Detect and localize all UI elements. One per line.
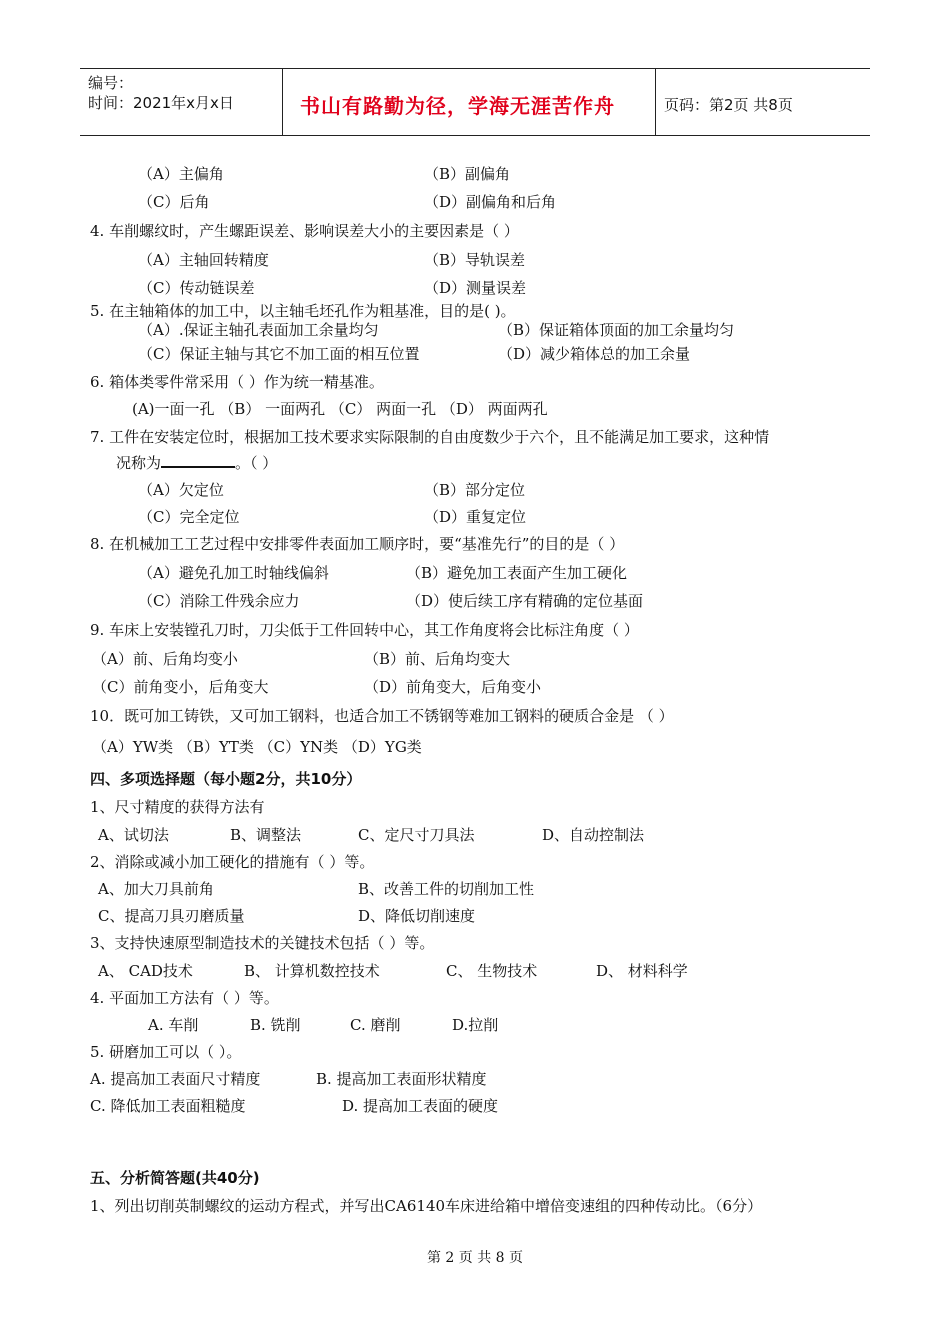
serial-label: 编号：	[88, 74, 134, 92]
s4-q1-option-d: D、自动控制法	[542, 826, 645, 844]
q7-stem: 7. 工件在安装定位时，根据加工技术要求实际限制的自由度数少于六个，且不能满足加工要求，这种情	[90, 428, 770, 446]
s5-q1-stem: 1、列出切削英制螺纹的运动方程式，并写出CA6140车床进给箱中增倍变速组的四种传动比。（6分）	[90, 1197, 763, 1215]
q3-option-d: （D）副偏角和后角	[424, 193, 557, 211]
s4-q5-option-d: D. 提高加工表面的硬度	[342, 1097, 499, 1115]
q7-stem-prefix: 况称为	[116, 454, 162, 472]
q7-stem-suffix: 。（ ）	[235, 454, 278, 472]
q6-stem: 6. 箱体类零件常采用（ ）作为统一精基准。	[90, 373, 384, 391]
q9-option-a: （A）前、后角均变小	[92, 650, 238, 668]
section4-title: 四、多项选择题（每小题2分，共10分）	[90, 770, 362, 788]
s4-q3-stem: 3、支持快速原型制造技术的关键技术包括（ ）等。	[90, 934, 435, 952]
header-divider-right	[655, 68, 656, 136]
q8-stem: 8. 在机械加工工艺过程中安排零件表面加工顺序时，要“基准先行”的目的是（ ）	[90, 535, 625, 553]
q8-option-a: （A）避免孔加工时轴线偏斜	[138, 564, 329, 582]
q4-option-d: （D）测量误差	[424, 279, 527, 297]
s4-q3-option-a: A、 CAD技术	[98, 962, 193, 980]
q7-option-d: （D）重复定位	[424, 508, 527, 526]
q3-option-a: （A）主偏角	[138, 165, 224, 183]
q4-option-a: （A）主轴回转精度	[138, 251, 269, 269]
q5-option-c: （C）保证主轴与其它不加工面的相互位置	[138, 345, 420, 363]
q7-option-a: （A）欠定位	[138, 481, 224, 499]
q9-option-d: （D）前角变大，后角变小	[364, 678, 542, 696]
s4-q5-option-b: B. 提高加工表面形状精度	[316, 1070, 487, 1088]
q10-options: （A）YW类 （B）YT类 （C）YN类 （D）YG类	[92, 738, 422, 756]
s4-q1-stem: 1、尺寸精度的获得方法有	[90, 798, 265, 816]
q6-options: (A)一面一孔 （B） 一面两孔 （C） 两面一孔 （D） 两面两孔	[132, 400, 548, 418]
q8-option-c: （C）消除工件残余应力	[138, 592, 300, 610]
s4-q3-option-b: B、 计算机数控技术	[244, 962, 380, 980]
s4-q5-option-c: C. 降低加工表面粗糙度	[90, 1097, 246, 1115]
q4-stem: 4. 车削螺纹时，产生螺距误差、影响误差大小的主要因素是（ ）	[90, 222, 519, 240]
page-footer: 第 2 页 共 8 页	[426, 1250, 524, 1266]
s4-q4-stem: 4. 平面加工方法有（ ）等。	[90, 989, 279, 1007]
q7-answer-blank	[161, 452, 235, 468]
q4-option-b: （B）导轨误差	[424, 251, 526, 269]
q4-option-c: （C）传动链误差	[138, 279, 255, 297]
q7-option-c: （C）完全定位	[138, 508, 240, 526]
s4-q1-option-a: A、试切法	[98, 826, 169, 844]
q7-option-b: （B）部分定位	[424, 481, 526, 499]
s4-q1-option-b: B、调整法	[230, 826, 302, 844]
q8-option-d: （D）使后续工序有精确的定位基面	[406, 592, 644, 610]
q5-stem: 5. 在主轴箱体的加工中，以主轴毛坯孔作为粗基准，目的是( )。	[90, 302, 516, 320]
q5-option-d: （D）减少箱体总的加工余量	[498, 345, 691, 363]
header-divider-left	[282, 68, 283, 136]
date-label: 时间：2021年x月x日	[88, 94, 234, 112]
q5-option-a: （A）.保证主轴孔表面加工余量均匀	[138, 321, 379, 339]
s4-q5-stem: 5. 研磨加工可以（ ）。	[90, 1043, 242, 1061]
q5-option-b: （B）保证箱体顶面的加工余量均匀	[498, 321, 735, 339]
s4-q1-option-c: C、定尺寸刀具法	[358, 826, 475, 844]
header-top-border	[80, 68, 870, 69]
s4-q4-option-c: C. 磨削	[350, 1016, 401, 1034]
q9-option-c: （C）前角变小，后角变大	[92, 678, 269, 696]
s4-q4-option-d: D.拉削	[452, 1016, 499, 1034]
s4-q5-option-a: A. 提高加工表面尺寸精度	[90, 1070, 261, 1088]
q3-option-c: （C）后角	[138, 193, 210, 211]
s4-q2-option-b: B、改善工件的切削加工性	[358, 880, 535, 898]
q9-option-b: （B）前、后角均变大	[364, 650, 511, 668]
q8-option-b: （B）避免加工表面产生加工硬化	[406, 564, 628, 582]
s4-q2-option-d: D、降低切削速度	[358, 907, 476, 925]
s4-q4-option-a: A. 车削	[148, 1016, 199, 1034]
q10-stem: 10．既可加工铸铁，又可加工钢料，也适合加工不锈钢等难加工钢料的硬质合金是 （ ）	[90, 707, 674, 725]
q3-option-b: （B）副偏角	[424, 165, 511, 183]
q7-stem-line2	[116, 452, 277, 473]
header-motto: 书山有路勤为径，学海无涯苦作舟	[300, 94, 615, 118]
s4-q2-option-c: C、提高刀具刃磨质量	[98, 907, 245, 925]
s4-q2-option-a: A、加大刀具前角	[98, 880, 214, 898]
header-bottom-border	[80, 135, 870, 136]
q9-stem: 9. 车床上安装镗孔刀时，刀尖低于工件回转中心，其工作角度将会比标注角度（ ）	[90, 621, 639, 639]
s4-q3-option-d: D、 材料科学	[596, 962, 688, 980]
s4-q4-option-b: B. 铣削	[250, 1016, 301, 1034]
s4-q3-option-c: C、 生物技术	[446, 962, 538, 980]
section5-title: 五、分析简答题(共40分)	[90, 1169, 260, 1187]
s4-q2-stem: 2、消除或减小加工硬化的措施有（ ）等。	[90, 853, 375, 871]
page-info: 页码：第2页 共8页	[664, 96, 793, 114]
